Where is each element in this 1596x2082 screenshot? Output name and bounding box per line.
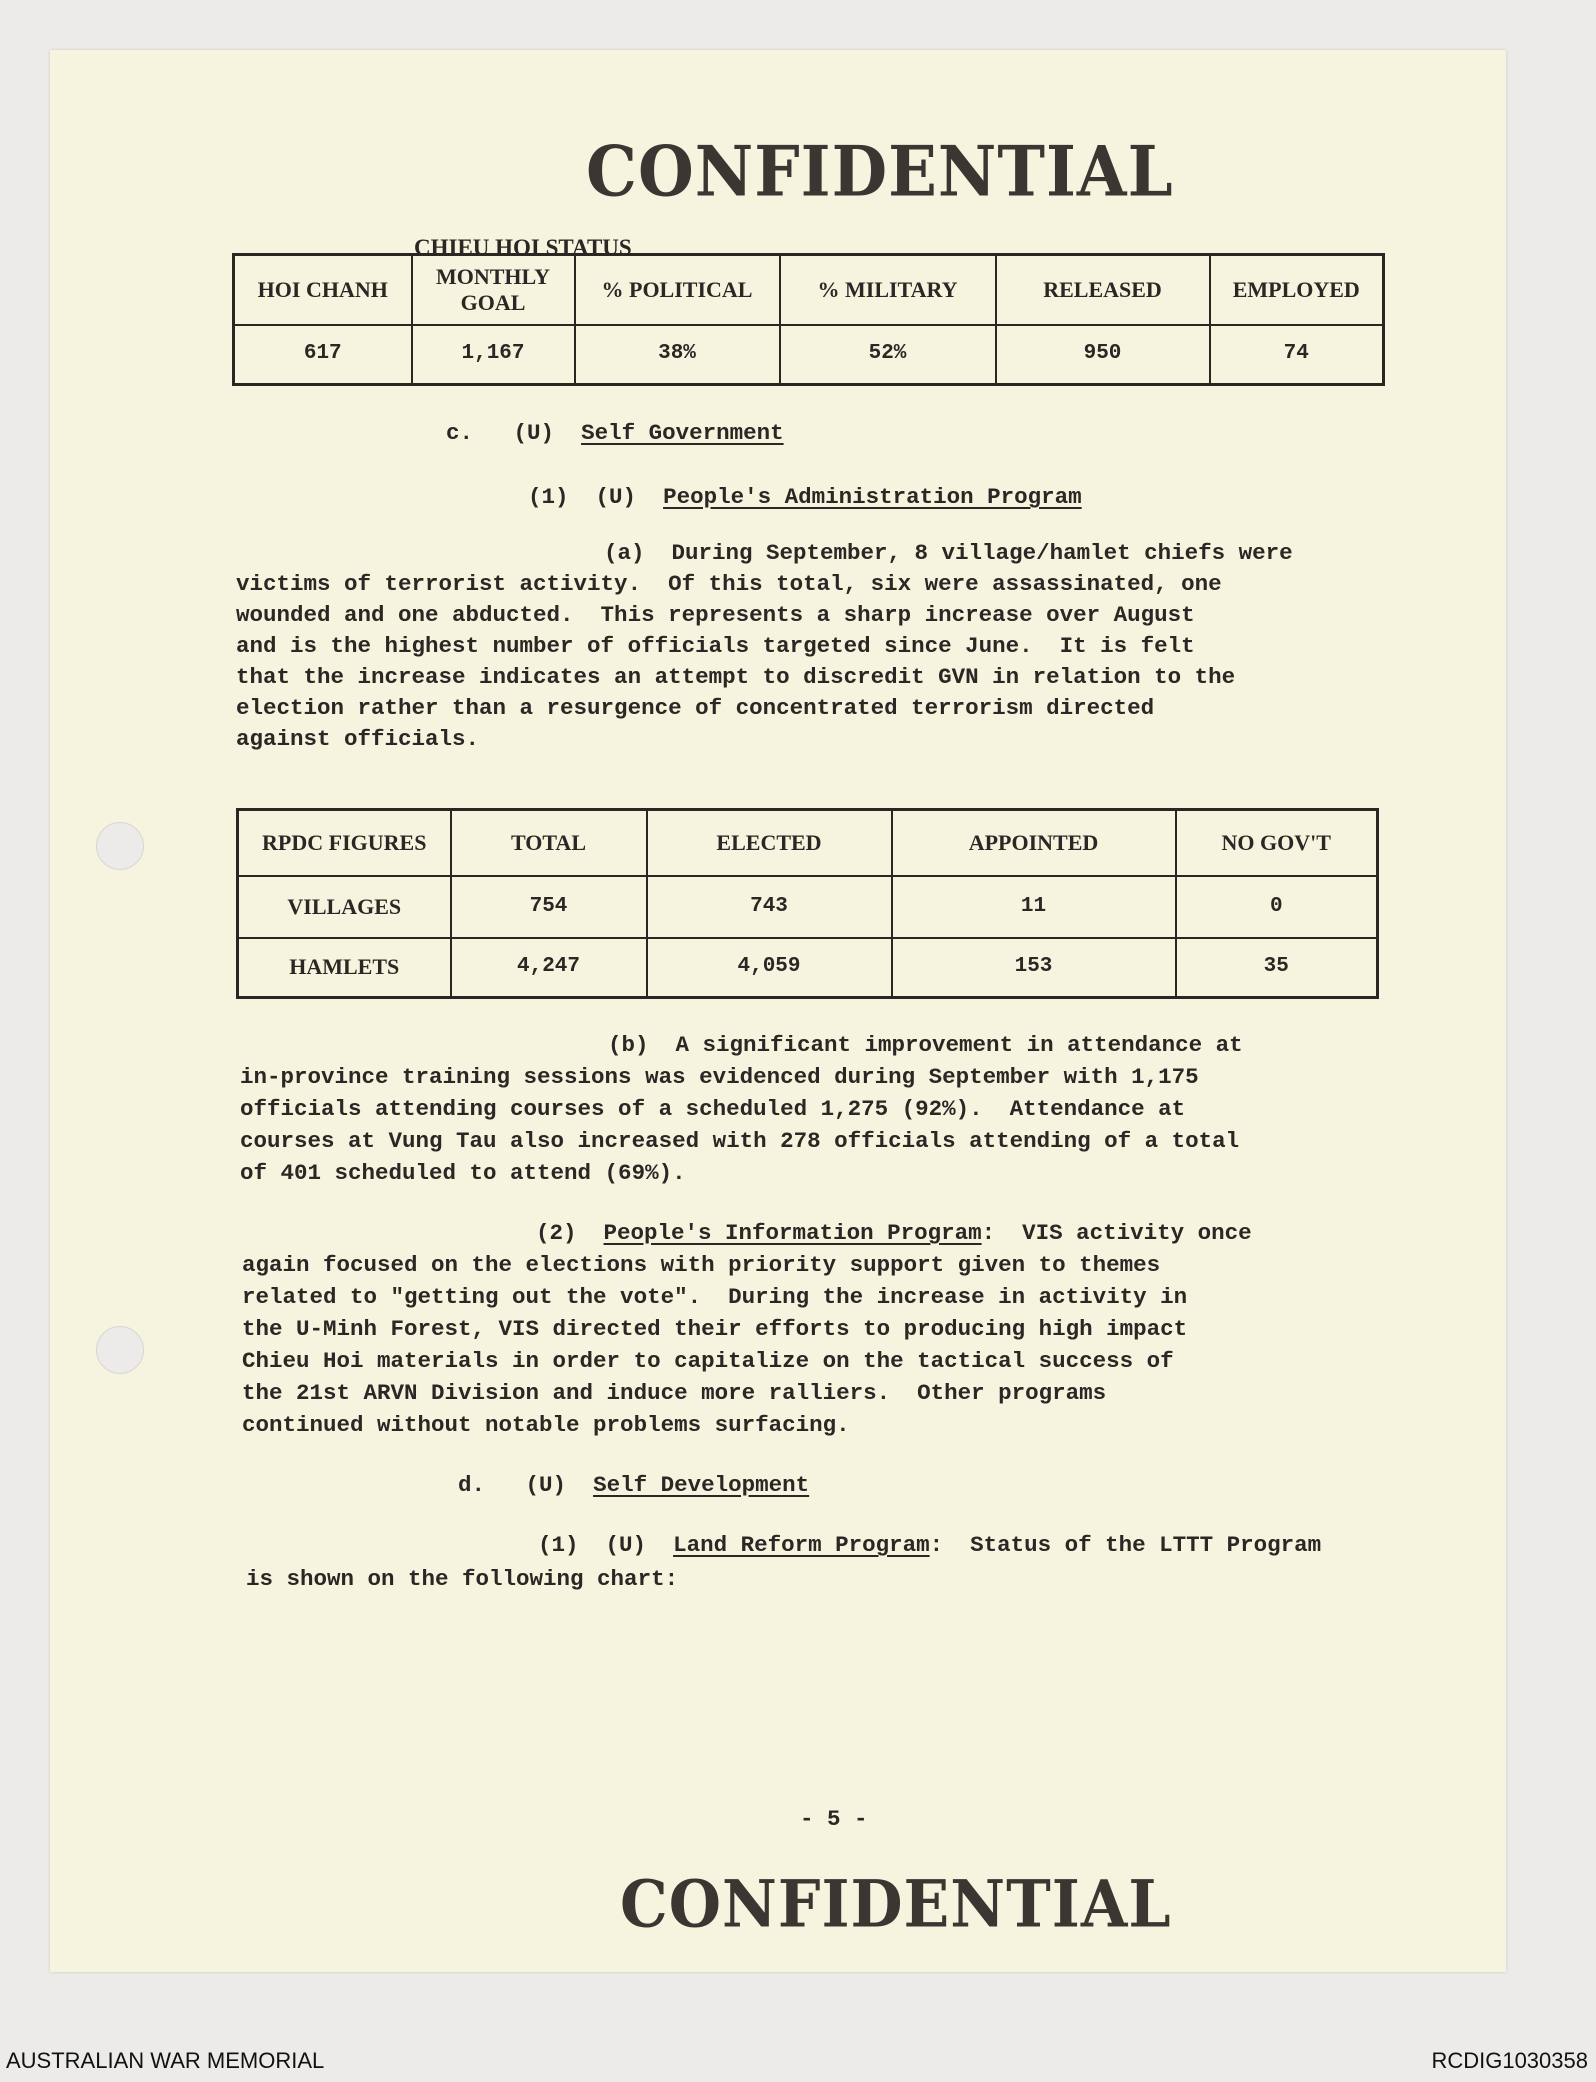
paragraph-line: against officials. xyxy=(236,726,480,752)
row-label: HAMLETS xyxy=(238,938,451,998)
paragraph-line: of 401 scheduled to attend (69%). xyxy=(240,1160,686,1186)
value-employed: 74 xyxy=(1210,325,1384,385)
section-letter: d. xyxy=(458,1472,486,1498)
paragraph-line: again focused on the elections with priority support given to themes xyxy=(242,1252,1161,1278)
table-row xyxy=(238,938,1378,998)
punch-hole-bottom xyxy=(96,1326,144,1374)
paragraph-line: (a) During September, 8 village/hamlet chiefs were xyxy=(604,540,1293,566)
rpdc-figures-table xyxy=(236,808,1379,999)
classification-mark: (U) xyxy=(595,484,637,510)
subsection-title: Land Reform Program xyxy=(673,1532,930,1558)
subsection-d1-heading xyxy=(538,1530,1321,1561)
row-label: VILLAGES xyxy=(238,876,451,938)
section-title: Self Development xyxy=(593,1472,810,1498)
paragraph-line: officials attending courses of a scheduled 1,275 (92%). Attendance at xyxy=(240,1096,1186,1122)
header-employed: EMPLOYED xyxy=(1210,255,1384,325)
header-elected: ELECTED xyxy=(647,810,892,876)
header-no-govt: NO GOV'T xyxy=(1176,810,1378,876)
subsection-1-heading xyxy=(528,482,1082,513)
subsection-lead: : Status of the LTTT Program xyxy=(929,1532,1322,1558)
value-no-govt: 35 xyxy=(1176,938,1378,998)
punch-hole-top xyxy=(96,822,144,870)
classification-mark: (U) xyxy=(605,1532,647,1558)
subsection-title: People's Information Program xyxy=(603,1220,982,1246)
subsection-number: (1) xyxy=(538,1532,579,1558)
paragraph-line: Chieu Hoi materials in order to capitalize on the tactical success of xyxy=(242,1348,1174,1374)
section-d-heading xyxy=(458,1470,809,1501)
subsection-lead: : VIS activity once xyxy=(981,1220,1252,1246)
paragraph-line: that the increase indicates an attempt to discredit GVN in relation to the xyxy=(236,664,1236,690)
header-political: % POLITICAL xyxy=(575,255,780,325)
chieu-hoi-status-table xyxy=(232,253,1385,386)
classification-mark: (U) xyxy=(513,420,555,446)
header-military: % MILITARY xyxy=(780,255,996,325)
paragraph-line: victims of terrorist activity. Of this total, six were assassinated, one xyxy=(236,571,1222,597)
archive-reference-id: RCDIG1030358 xyxy=(1431,2048,1588,2073)
paragraph-line: in-province training sessions was evidenced during September with 1,175 xyxy=(240,1064,1199,1090)
value-monthly-goal: 1,167 xyxy=(412,325,575,385)
table-row xyxy=(234,325,1384,385)
paragraph-line: is shown on the following chart: xyxy=(246,1566,679,1592)
header-rpdc-figures: RPDC FIGURES xyxy=(238,810,451,876)
chieu-hoi-caption: CHIEU HOI STATUS xyxy=(414,235,632,260)
paragraph-line: continued without notable problems surfacing. xyxy=(242,1412,850,1438)
table-header-row xyxy=(234,255,1384,325)
value-released: 950 xyxy=(996,325,1210,385)
header-hoi-chanh: HOI CHANH xyxy=(234,255,412,325)
confidential-footer-stamp: CONFIDENTIAL xyxy=(620,1867,1172,1943)
paragraph-line: election rather than a resurgence of concentrated terrorism directed xyxy=(236,695,1155,721)
section-letter: c. xyxy=(446,420,474,446)
subsection-number: (1) xyxy=(528,484,569,510)
page-number: - 5 - xyxy=(800,1806,868,1832)
archive-credit: AUSTRALIAN WAR MEMORIAL xyxy=(6,2048,325,2073)
header-appointed: APPOINTED xyxy=(892,810,1176,876)
subsection-2-heading xyxy=(536,1218,1252,1249)
paragraph-line: and is the highest number of officials targeted since June. It is felt xyxy=(236,633,1195,659)
confidential-header-stamp: CONFIDENTIAL xyxy=(586,132,1174,213)
classification-mark: (U) xyxy=(525,1472,567,1498)
value-total: 754 xyxy=(451,876,647,938)
header-released: RELEASED xyxy=(996,255,1210,325)
paragraph-line: the U-Minh Forest, VIS directed their efforts to producing high impact xyxy=(242,1316,1188,1342)
paragraph-line: related to "getting out the vote". During the increase in activity in xyxy=(242,1284,1188,1310)
value-total: 4,247 xyxy=(451,938,647,998)
value-elected: 743 xyxy=(647,876,892,938)
subsection-title: People's Administration Program xyxy=(663,484,1082,510)
subsection-number: (2) xyxy=(536,1220,577,1246)
paragraph-line: the 21st ARVN Division and induce more ralliers. Other programs xyxy=(242,1380,1107,1406)
value-appointed: 11 xyxy=(892,876,1176,938)
paragraph-line: (b) A significant improvement in attendance at xyxy=(608,1032,1243,1058)
value-elected: 4,059 xyxy=(647,938,892,998)
value-appointed: 153 xyxy=(892,938,1176,998)
section-c-heading xyxy=(446,418,784,449)
table-header-row xyxy=(238,810,1378,876)
paragraph-line: courses at Vung Tau also increased with 278 officials attending of a total xyxy=(240,1128,1240,1154)
value-military: 52% xyxy=(780,325,996,385)
table-row xyxy=(238,876,1378,938)
value-hoi-chanh: 617 xyxy=(234,325,412,385)
paragraph-line: wounded and one abducted. This represents a sharp increase over August xyxy=(236,602,1195,628)
header-total: TOTAL xyxy=(451,810,647,876)
section-title: Self Government xyxy=(581,420,784,446)
header-monthly-goal: MONTHLY GOAL xyxy=(412,255,575,325)
value-political: 38% xyxy=(575,325,780,385)
value-no-govt: 0 xyxy=(1176,876,1378,938)
